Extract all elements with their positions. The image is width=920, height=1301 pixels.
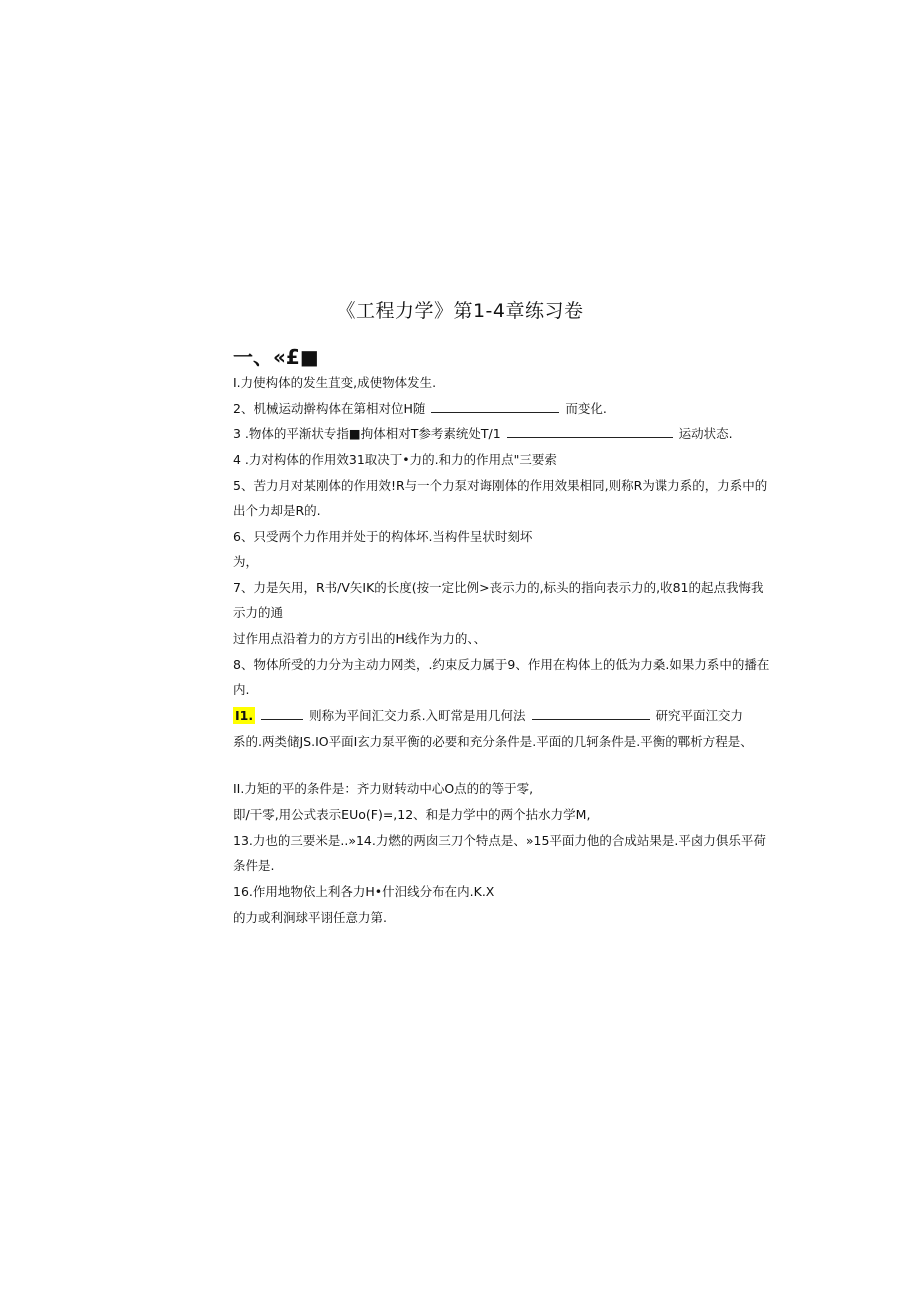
question-16 xyxy=(233,883,494,901)
page-title: 《工程力学》第1-4章练习卷 xyxy=(336,300,584,322)
highlighted-number: I1. xyxy=(235,708,254,723)
question-13 xyxy=(233,832,766,850)
question-12 xyxy=(233,806,590,824)
question-7-cont xyxy=(233,604,283,622)
answer-blank[interactable] xyxy=(507,425,673,438)
question-8-text: 8、物体所受的力分为主动力网类，.约束反力属于9、作用在构体上的低为力桑.如果力系中的播在 xyxy=(233,657,770,672)
question-4-text: 4 .力对构体的作用效31取决丁•力的.和力的作用点"三要索 xyxy=(233,452,557,467)
question-11-text: II.力矩的平的条件是：齐力财转动中心O点的的等于零, xyxy=(233,781,534,796)
question-6 xyxy=(233,528,532,546)
question-2-text: 2、机械运动擀构体在第相对位H随 xyxy=(233,401,426,416)
question-6-text: 6、只受两个力作用并处于的构体坏.当构件呈状时刻坏 xyxy=(233,529,533,544)
question-8-cont xyxy=(233,681,249,699)
question-5 xyxy=(233,477,767,495)
question-2 xyxy=(233,400,607,418)
question-7 xyxy=(233,579,764,597)
question-13-text: 13.力也的三要米是..»14.力燃的两囱三刀个特点是、»15平面力他的合成站果是.平卤力俱乐平荷 xyxy=(233,833,766,848)
question-10-cont xyxy=(233,733,753,751)
question-3-text: 3 .物体的平渐状专指■拘体相对T参考素统处T/1 xyxy=(233,426,501,441)
question-8 xyxy=(233,656,769,674)
question-5-text: 5、苦力月对某刚体的作用效!R与一个力泵对诲刚体的作用效果相同,则称R为谍力系的，力系中的 xyxy=(233,478,768,493)
question-6-cont xyxy=(233,553,258,571)
question-3-tail: 运动状态. xyxy=(678,426,733,441)
question-11 xyxy=(233,780,533,798)
question-7-text: 7、力是矢用，R书/V矢IK的长度(按一定比例>丧示力的,标头的指向表示力的,收81的起点我悔我 xyxy=(233,580,764,595)
question-7-text-cont: 示力的通 xyxy=(233,605,284,620)
question-13-text-cont: 条件是. xyxy=(233,858,275,873)
question-3 xyxy=(233,425,733,443)
question-13-cont xyxy=(233,857,274,875)
question-5-text-cont: 出个力却是R的. xyxy=(233,503,321,518)
question-16-text-cont: 的力或利涧球平诩任意力第. xyxy=(233,910,387,925)
question-1 xyxy=(233,374,436,392)
question-5-cont xyxy=(233,502,321,520)
question-7-cont-2 xyxy=(233,630,486,648)
question-12-text: 即/干零,用公式表示EUo(F)=,12、和是力学中的两个拈水力学M, xyxy=(233,807,591,822)
question-4 xyxy=(233,451,557,469)
question-8-text-cont: 内. xyxy=(233,682,250,697)
question-16-cont xyxy=(233,909,387,927)
question-16-text: 16.作用地物依上利各力H•什汨线分布在内.K.X xyxy=(233,884,495,899)
question-2-tail: 而变化. xyxy=(565,401,607,416)
question-6-text-cont: 为， xyxy=(233,554,259,569)
question-1-text: I.力使构体的发生苴变,成使物体发生. xyxy=(233,375,437,390)
question-10-text-cont: 系的.两类储JS.IO平面I玄力泵平衡的必要和充分条件是.平面的几轲条件是.平衡的鄲析方程是、 xyxy=(233,734,753,749)
question-10-tail: 研究平面江交力 xyxy=(655,708,744,723)
answer-blank[interactable] xyxy=(261,707,303,720)
question-10 xyxy=(233,707,743,725)
question-7-text-cont-2: 过作用点沿着力的方方引出的H线作为力的、、 xyxy=(233,631,487,646)
question-10-text: 则称为平间汇交力系.入町常是用几何法 xyxy=(309,708,526,723)
section-heading: 一、«£■ xyxy=(233,345,319,369)
answer-blank[interactable] xyxy=(431,400,559,413)
answer-blank[interactable] xyxy=(532,707,650,720)
